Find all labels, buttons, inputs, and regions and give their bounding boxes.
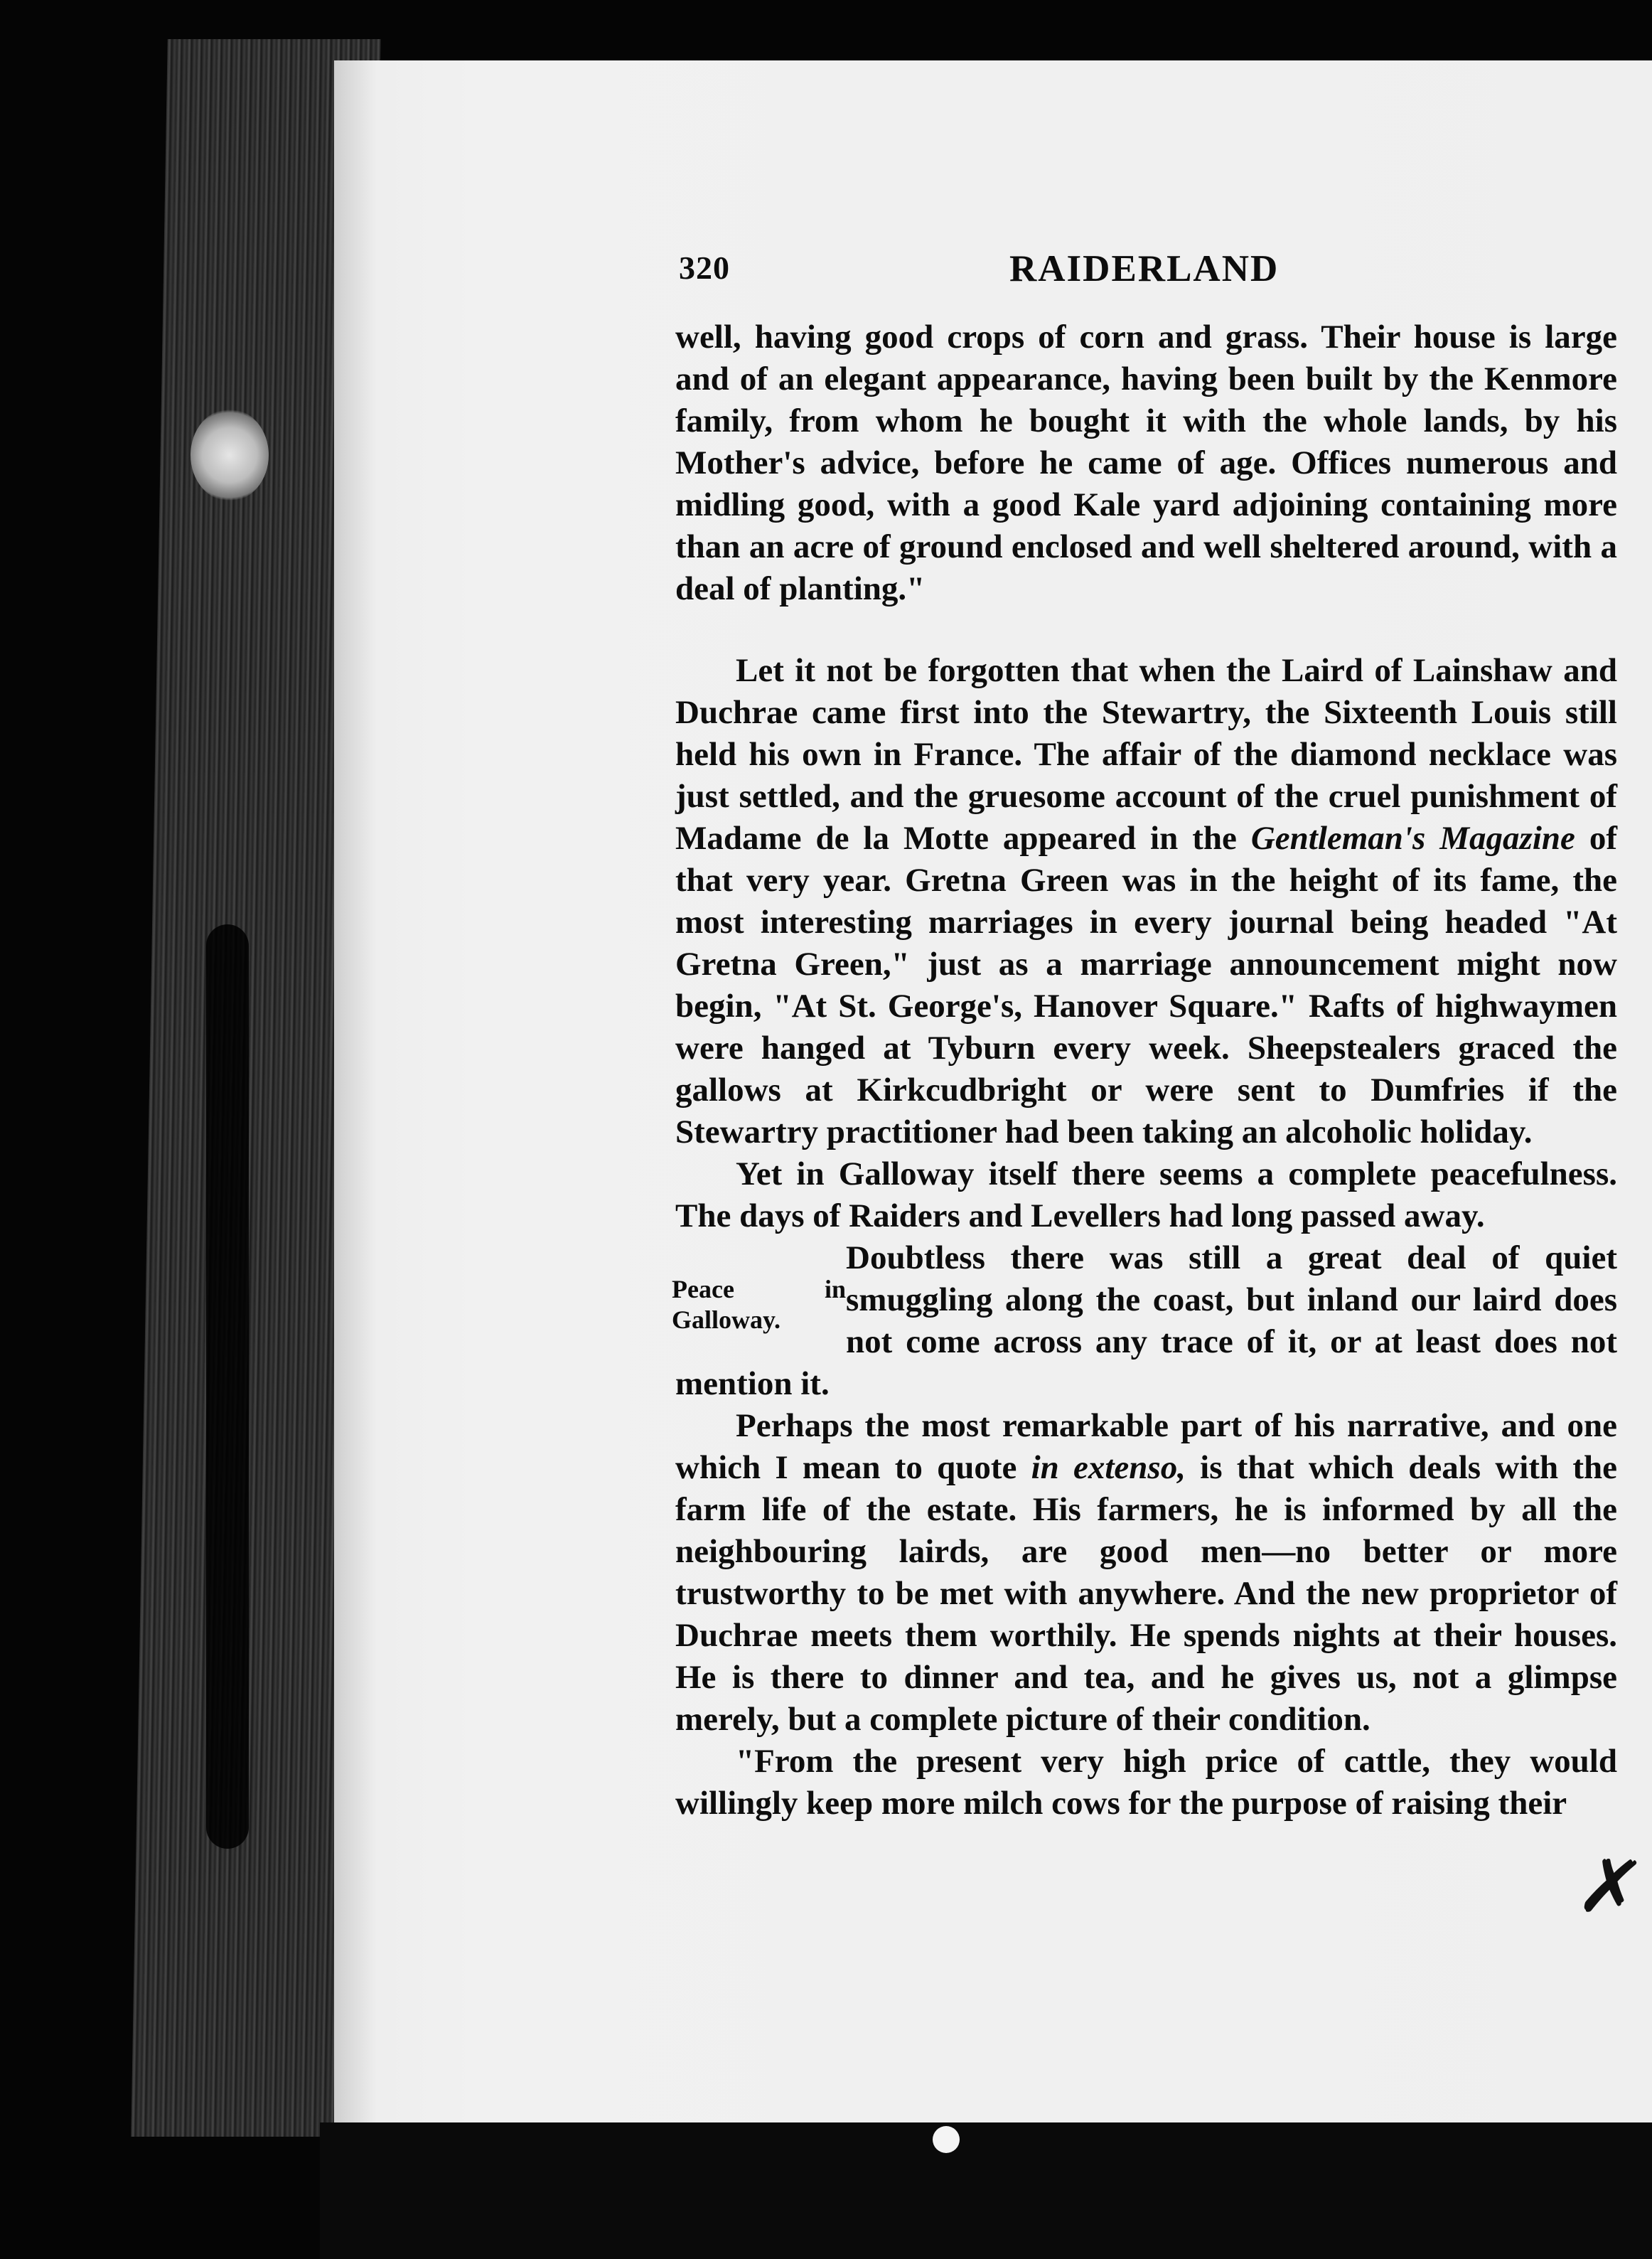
italic-title: Gentleman's Magazine xyxy=(1250,820,1575,857)
paper-hole xyxy=(933,2126,960,2153)
paragraph-text: Let it not be forgotten that when the Laird of Lainshaw and Duchrae came first into the Stewartry, the Sixteenth Louis still held his own in France. The affair of the diamond necklace was just settled, and the gruesome account of the cruel punishment of Madame de la Motte appeared in the xyxy=(675,652,1617,857)
paragraph-text: of that very year. Gretna Green was in the height of its fame, the most interesting marriages in every journal being headed "At Gretna Green," just as a marriage announcement might now begin, "At St. George's, Hanover Square." Rafts of highwaymen were hanged at Tyburn every week. Sheepstealers graced the gallows at Kirkcudbright or were sent to Dumfries if the Stewartry practitioner had been taking an alcoholic holiday. xyxy=(675,820,1617,1150)
paragraph: well, having good crops of corn and grass. Their house is large and of an elegant appearance, having been built by the Kenmore family, from whom he bought it with the whole lands, by his Mother's advice, before he came of age. Offices numerous and midling good, with a good Kale yard adjoining containing more than an acre of ground enclosed and well sheltered around, with a deal of planting." xyxy=(675,319,1617,607)
page-bottom-shadow xyxy=(320,2122,1652,2259)
italic-phrase: in extenso, xyxy=(1031,1449,1186,1486)
margin-mark: ✗ xyxy=(1572,1837,1650,1937)
paragraph xyxy=(672,1237,1617,1405)
paragraph: Yet in Galloway itself there seems a complete peacefulness. The days of Raiders and Levellers had long passed away. xyxy=(675,1155,1617,1234)
paragraph xyxy=(675,650,1617,1153)
paragraph-text: Perhaps the most remarkable part of his narrative, and one which I mean to quote xyxy=(675,1407,1617,1486)
book-spine-shadow xyxy=(206,924,249,1849)
running-head: RAIDERLAND xyxy=(1009,248,1280,289)
side-note: Peace in Galloway. xyxy=(672,1275,846,1334)
paragraph xyxy=(675,1405,1617,1741)
paragraph: "From the present very high price of cattle, they would willingly keep more milch cows for the purpose of raising their xyxy=(675,1743,1617,1822)
page-number: 320 xyxy=(679,250,730,286)
paragraph-text: is that which deals with the farm life of the estate. His farmers, he is informed by all the neighbouring lairds, are good men—no better or more trustworthy to be met with anywhere. And the new proprietor of Duchrae meets them worthily. He spends nights at their houses. He is there to dinner and tea, and he gives us, not a glimpse merely, but a complete picture of their condition. xyxy=(675,1449,1617,1738)
paper-stain xyxy=(191,409,269,501)
paragraph-text: Doubtless there was still a great deal of quiet smuggling along the coast, but inland our laird does not come across any trace of it, or at least does not mention it. xyxy=(675,1239,1617,1402)
body-text xyxy=(672,316,1617,1825)
